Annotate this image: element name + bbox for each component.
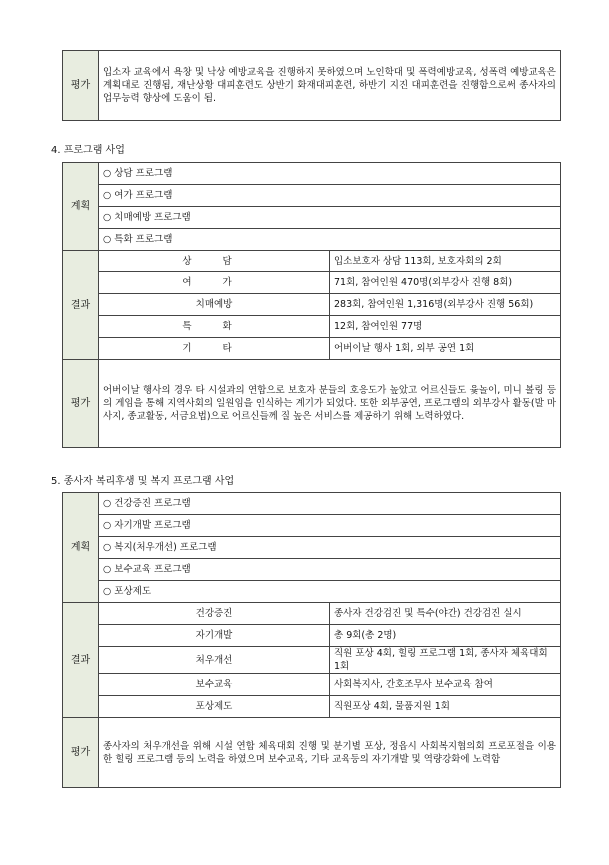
- plan-item: ○ 복지(처우개선) 프로그램: [99, 537, 561, 559]
- circle-icon: ○: [103, 234, 112, 245]
- eval-label: 평가: [63, 360, 99, 448]
- plan-label: 계획: [63, 493, 99, 603]
- result-value: 직원포상 4회, 물품지원 1회: [330, 696, 561, 718]
- plan-item: ○ 특화 프로그램: [99, 229, 561, 251]
- result-value: 입소보호자 상담 113회, 보호자회의 2회: [330, 251, 561, 272]
- section5-table: [62, 492, 561, 788]
- circle-icon: ○: [103, 190, 112, 201]
- circle-icon: ○: [103, 168, 112, 179]
- result-name: 자기개발: [99, 625, 330, 647]
- result-name: 포상제도: [99, 696, 330, 718]
- eval-label: 평가: [63, 51, 99, 121]
- top-eval-table: [62, 50, 561, 121]
- result-value: 어버이날 행사 1회, 외부 공연 1회: [330, 338, 561, 360]
- plan-item: ○ 건강증진 프로그램: [99, 493, 561, 515]
- eval-text: 입소자 교육에서 욕창 및 낙상 예방교육을 진행하지 못하였으며 노인학대 및 폭력예방교육, 성폭력 예방교육은 계획대로 진행됨, 재난상황 대피훈련도 상반기 화재대피훈련, 하반기 지진 대피훈련을 진행함으로써 종사자의 업무능력 향상에 도움이 됨.: [99, 51, 561, 121]
- result-value: 종사자 건강검진 및 특수(야간) 건강검진 실시: [330, 603, 561, 625]
- plan-item: ○ 자기개발 프로그램: [99, 515, 561, 537]
- circle-icon: ○: [103, 520, 112, 531]
- circle-icon: ○: [103, 212, 112, 223]
- plan-item: ○ 상담 프로그램: [99, 163, 561, 185]
- eval-text: 어버이날 행사의 경우 타 시설과의 연합으로 보호자 분들의 호응도가 높았고 어르신들도 윷놀이, 미니 볼링 등의 게임을 통해 지역사회의 일원임을 인식하는 계기가 되었다. 또한 외부공연, 프로그램의 외부강사 활동(발 마사지, 종교활동, 서금요법)으로 어르신들께 질 높은 서비스를 제공하기 위해 노력하였다.: [99, 360, 561, 448]
- result-value: 직원 포상 4회, 힐링 프로그램 1회, 종사자 체육대회 1회: [330, 647, 561, 674]
- plan-label: 계획: [63, 163, 99, 251]
- eval-label: 평가: [63, 718, 99, 788]
- result-name: 건강증진: [99, 603, 330, 625]
- result-value: 283회, 참여인원 1,316명(외부강사 진행 56회): [330, 294, 561, 316]
- circle-icon: ○: [103, 586, 112, 597]
- result-value: 사회복지사, 간호조무사 보수교육 참여: [330, 674, 561, 696]
- result-value: 12회, 참여인원 77명: [330, 316, 561, 338]
- section4-heading: 4. 프로그램 사업: [51, 145, 125, 156]
- plan-item: ○ 여가 프로그램: [99, 185, 561, 207]
- plan-item: ○ 보수교육 프로그램: [99, 559, 561, 581]
- circle-icon: ○: [103, 542, 112, 553]
- result-label: 결과: [63, 251, 99, 360]
- result-name: 특 화: [99, 316, 330, 338]
- plan-item: ○ 치매예방 프로그램: [99, 207, 561, 229]
- result-name: 처우개선: [99, 647, 330, 674]
- result-value: 71회, 참여인원 470명(외부강사 진행 8회): [330, 272, 561, 294]
- section5-heading: 5. 종사자 복리후생 및 복지 프로그램 사업: [51, 476, 235, 487]
- result-name: 기 타: [99, 338, 330, 360]
- plan-item: ○ 포상제도: [99, 581, 561, 603]
- result-value: 총 9회(총 2명): [330, 625, 561, 647]
- result-name: 보수교육: [99, 674, 330, 696]
- section4-table: [62, 162, 561, 448]
- result-name: 치매예방: [99, 294, 330, 316]
- result-name: 여 가: [99, 272, 330, 294]
- result-label: 결과: [63, 603, 99, 718]
- result-name: 상 담: [99, 251, 330, 272]
- eval-text: 종사자의 처우개선을 위해 시설 연합 체육대회 진행 및 분기별 포상, 정읍시 사회복지협의회 프로포절을 이용한 힐링 프로그램 등의 노력을 하였으며 보수교육, 기타 교육등의 자기개발 및 역량강화에 노력함: [99, 718, 561, 788]
- circle-icon: ○: [103, 498, 112, 509]
- circle-icon: ○: [103, 564, 112, 575]
